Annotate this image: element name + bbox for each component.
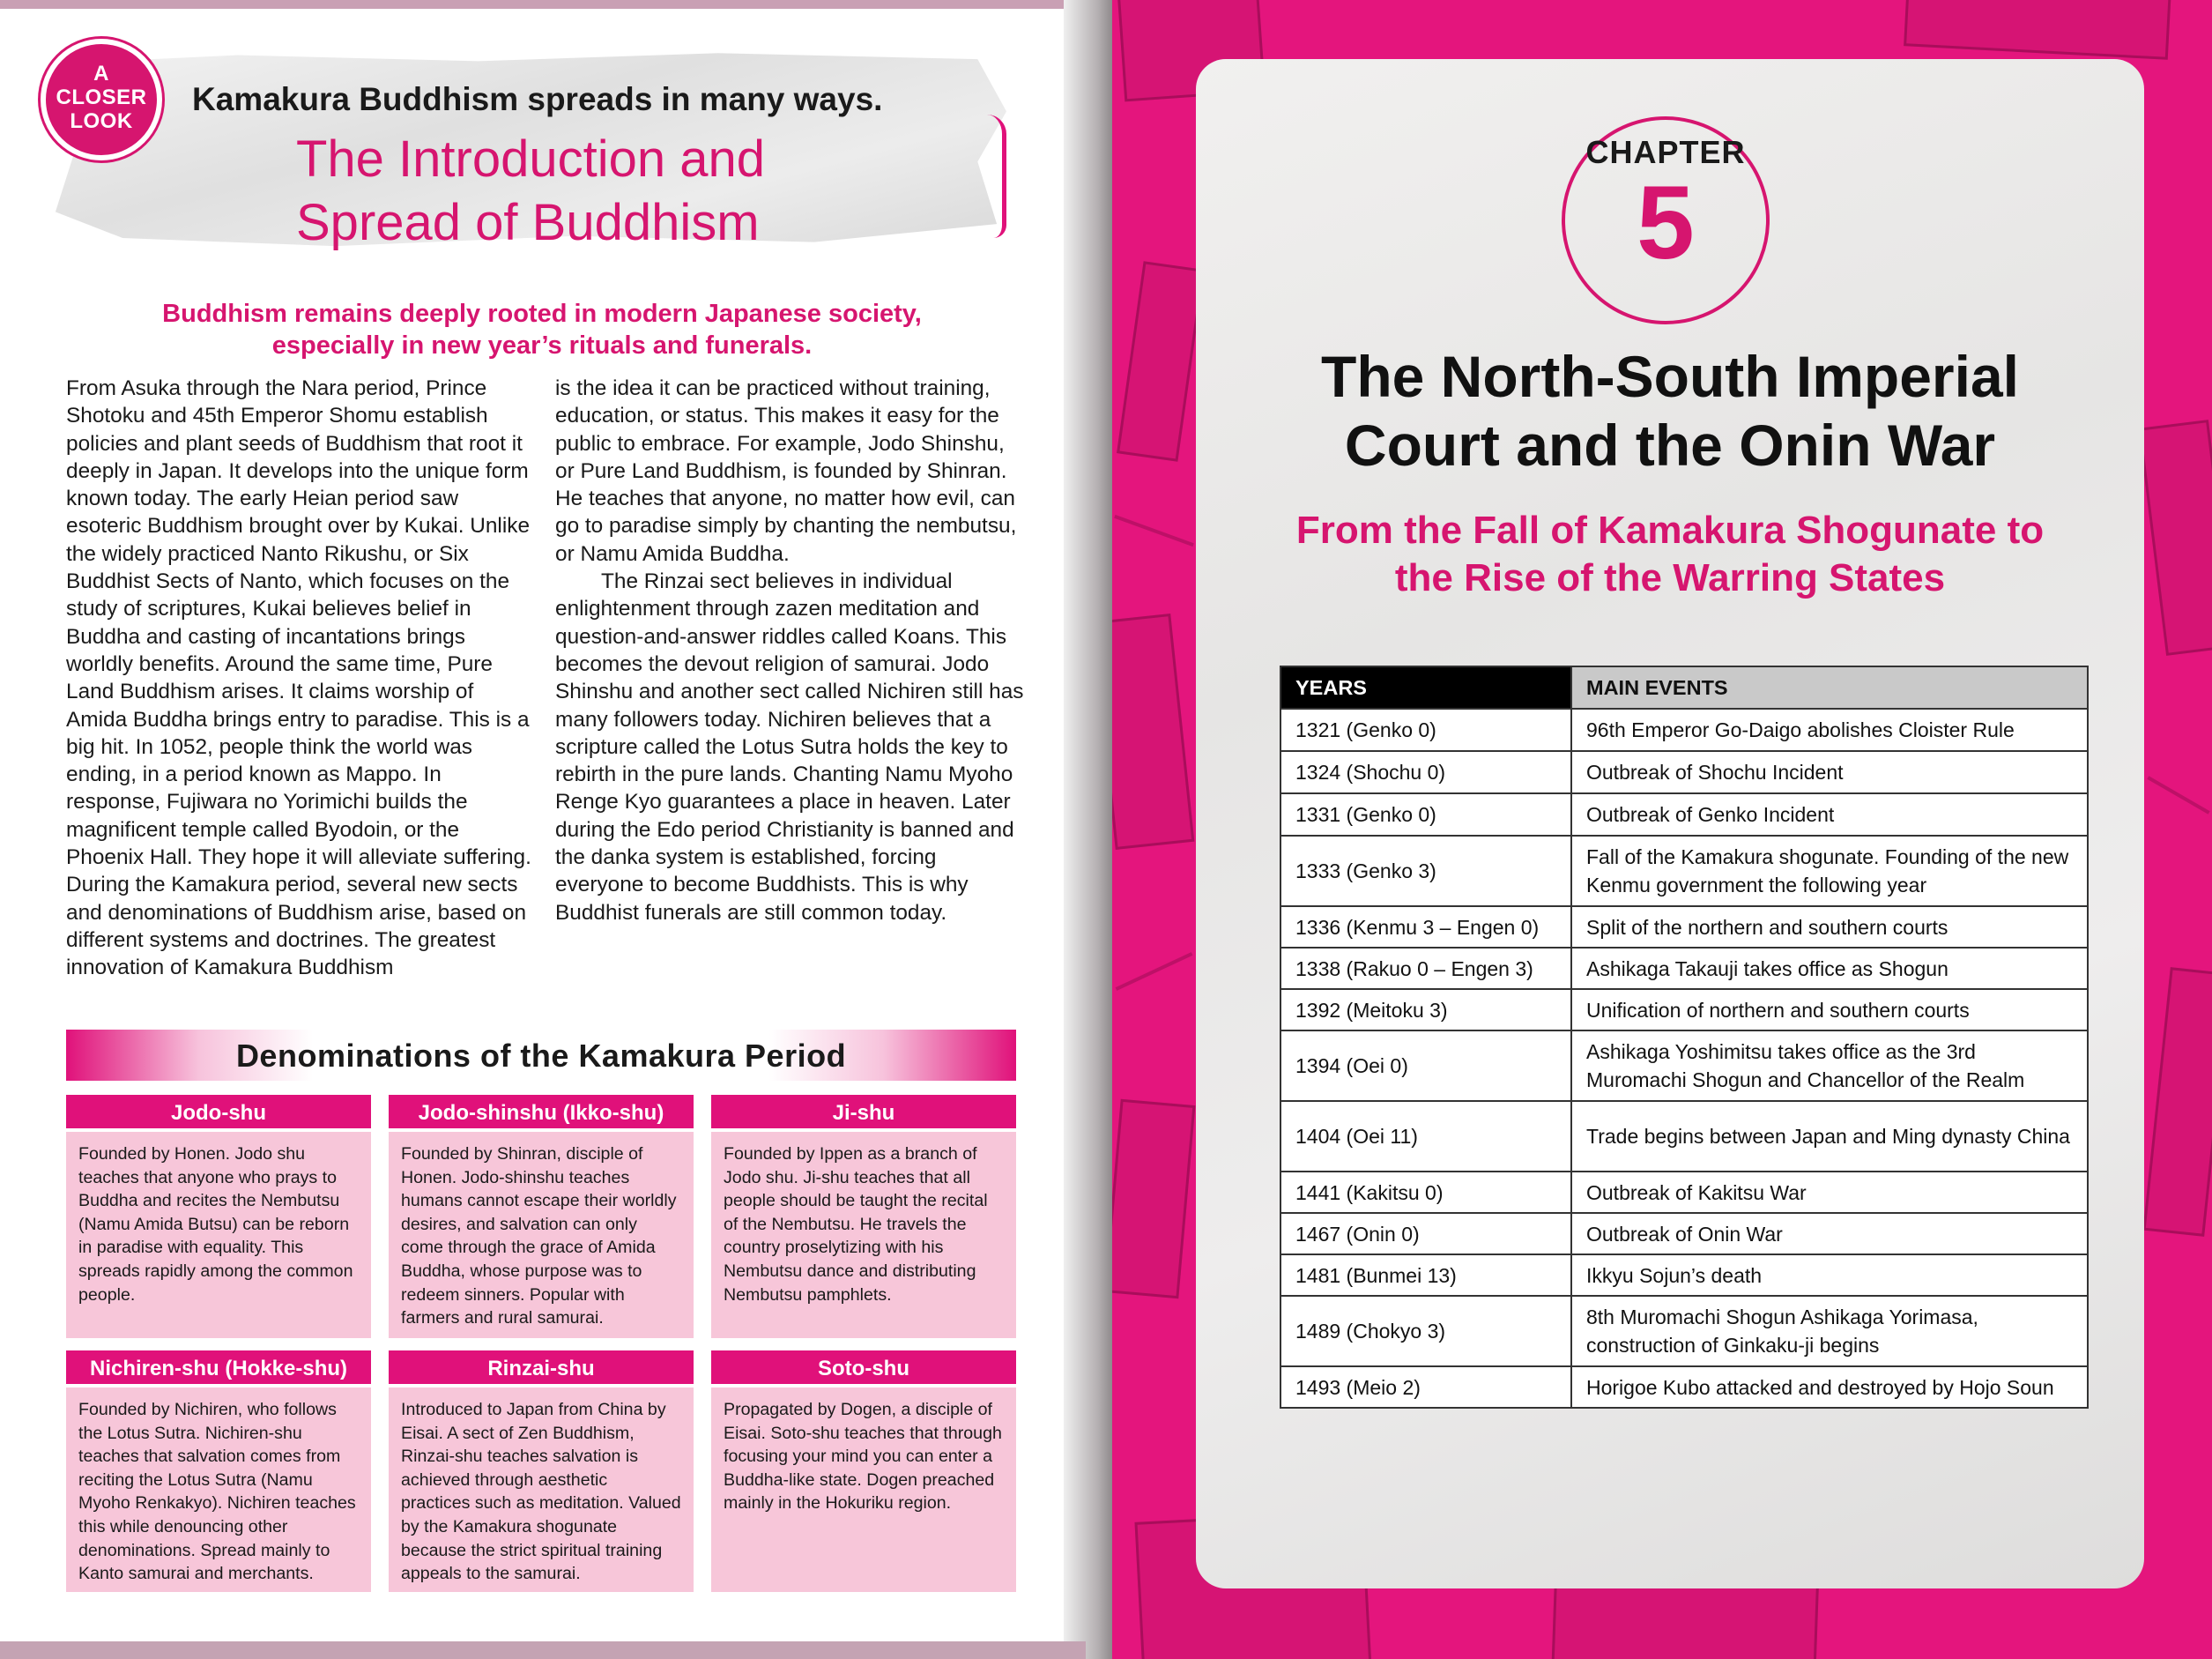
body-column-1 bbox=[66, 375, 538, 982]
manga-line-decoration bbox=[1116, 952, 1193, 991]
manga-panel-decoration bbox=[1904, 0, 2171, 60]
denomination-name: Jodo-shu bbox=[66, 1095, 371, 1132]
badge-line: CLOSER bbox=[56, 86, 147, 109]
table-cell-year: 1392 (Meitoku 3) bbox=[1280, 989, 1571, 1030]
table-cell-event: 8th Muromachi Shogun Ashikaga Yorimasa, construction of Ginkaku-ji begins bbox=[1571, 1296, 2088, 1366]
denominations-title: Denominations of the Kamakura Period bbox=[235, 1038, 847, 1074]
chapter-title-line: The North-South Imperial bbox=[1321, 344, 2019, 409]
denomination-card-nichiren-shu bbox=[66, 1350, 371, 1592]
denomination-text: Founded by Nichiren, who follows the Lotus Sutra. Nichiren-shu teaches that salvation comes from reciting the Lotus Sutra (Namu Myoho Renkakyo). Nichiren teaches this while denouncing other denominations. Spread mainly to Kanto samurai and merchants. bbox=[78, 1400, 356, 1584]
page-edge bbox=[0, 1641, 1086, 1659]
chapter-badge bbox=[1562, 116, 1770, 324]
denomination-text: Founded by Honen. Jodo shu teaches that anyone who prays to Buddha and recites the Nembutsu (Namu Amida Butsu) can be reborn in paradise with equality. This spreads rapidly among the common people. bbox=[78, 1144, 353, 1305]
table-cell-event: Fall of the Kamakura shogunate. Founding of the new Kenmu government the following year bbox=[1571, 836, 2088, 906]
denomination-card-rinzai-shu bbox=[389, 1350, 694, 1592]
denomination-name: Rinzai-shu bbox=[389, 1350, 694, 1387]
table-cell-event: Horigoe Kubo attacked and destroyed by Hojo Soun bbox=[1571, 1366, 2088, 1408]
timeline-table bbox=[1280, 666, 2089, 1409]
table-cell-event: Outbreak of Onin War bbox=[1571, 1213, 2088, 1254]
table-cell-event: Ashikaga Takauji takes office as Shogun bbox=[1571, 948, 2088, 989]
table-row bbox=[1280, 948, 2088, 989]
lead-line: Buddhism remains deeply rooted in modern Japanese society, bbox=[162, 300, 922, 328]
column-header-years: YEARS bbox=[1280, 666, 1571, 709]
table-cell-year: 1336 (Kenmu 3 – Engen 0) bbox=[1280, 906, 1571, 948]
table-cell-event: 96th Emperor Go-Daigo abolishes Cloister Rule bbox=[1571, 709, 2088, 751]
denomination-name: Nichiren-shu (Hokke-shu) bbox=[66, 1350, 371, 1387]
body-paragraph: From Asuka through the Nara period, Prince Shotoku and 45th Emperor Shomu establish policies and plant seeds of Buddhism that root it deeply in Japan. It develops into the unique form known today. The early Heian period saw esoteric Buddhism brought over by Kukai. Unlike the widely practiced Nanto Rikushu, or Six Buddhist Sects of Nanto, which focuses on the study of scriptures, Kukai believes belief in Buddha and casting of incantations brings worldly benefits. Around the same time, Pure Land Buddhism arises. It claims worship of Amida Buddha brings entry to paradise. This is a big hit. In 1052, people think the world was ending, in a period known as Mappo. In response, Fujiwara no Yorimichi builds the magnificent temple called Byodoin, or the Phoenix Hall. They hope it will alleviate suffering. During the Kamakura period, several new sects and denominations of Buddhism arise, based on different systems and doctrines. The greatest innovation of Kamakura Buddhism bbox=[66, 376, 531, 980]
table-row bbox=[1280, 1366, 2088, 1408]
lead-text bbox=[79, 298, 1005, 361]
section-kicker: Kamakura Buddhism spreads in many ways. bbox=[192, 81, 883, 117]
table-cell-event: Outbreak of Shochu Incident bbox=[1571, 751, 2088, 793]
table-cell-event: Ikkyu Sojun’s death bbox=[1571, 1254, 2088, 1296]
chapter-subtitle bbox=[1234, 507, 2106, 602]
column-header-events: MAIN EVENTS bbox=[1571, 666, 2088, 709]
chapter-subtitle-line: the Rise of the Warring States bbox=[1394, 556, 1946, 599]
table-row bbox=[1280, 1101, 2088, 1172]
table-cell-year: 1493 (Meio 2) bbox=[1280, 1366, 1571, 1408]
manga-panel-decoration bbox=[2143, 967, 2212, 1237]
manga-panel-decoration bbox=[1112, 614, 1194, 850]
section-title-line: The Introduction and bbox=[296, 130, 766, 188]
table-cell-year: 1333 (Genko 3) bbox=[1280, 836, 1571, 906]
table-cell-event: Unification of northern and southern courts bbox=[1571, 989, 2088, 1030]
badge-line: LOOK bbox=[70, 109, 133, 133]
chapter-title-line: Court and the Onin War bbox=[1344, 413, 1996, 478]
table-cell-year: 1481 (Bunmei 13) bbox=[1280, 1254, 1571, 1296]
denomination-name: Jodo-shinshu (Ikko-shu) bbox=[389, 1095, 694, 1132]
table-header-row bbox=[1280, 666, 2088, 709]
banner-torn-edge bbox=[987, 115, 1006, 238]
manga-panel-decoration bbox=[2138, 420, 2212, 656]
table-row bbox=[1280, 1030, 2088, 1101]
table-row bbox=[1280, 1296, 2088, 1366]
table-cell-event: Outbreak of Genko Incident bbox=[1571, 793, 2088, 836]
manga-panel-decoration bbox=[1112, 1099, 1195, 1299]
page-gutter bbox=[1064, 0, 1112, 1659]
denomination-text: Introduced to Japan from China by Eisai. A sect of Zen Buddhism, Rinzai-shu teaches salvation is achieved through aesthetic practices such as meditation. Valued by the Kamakura shogunate because the strict spiritual training appeals to the samurai. bbox=[401, 1400, 681, 1584]
table-cell-year: 1394 (Oei 0) bbox=[1280, 1030, 1571, 1101]
denomination-card-soto-shu bbox=[711, 1350, 1016, 1592]
denomination-card-jodo-shinshu bbox=[389, 1095, 694, 1338]
table-row bbox=[1280, 1213, 2088, 1254]
table-cell-event: Split of the northern and southern courts bbox=[1571, 906, 2088, 948]
table-cell-year: 1467 (Onin 0) bbox=[1280, 1213, 1571, 1254]
denomination-text: Founded by Shinran, disciple of Honen. Jodo-shinshu teaches humans cannot escape their worldly desires, and salvation can only come through the grace of Amida Buddha, whose purpose was to redeem sinners. Popular with farmers and rural samurai. bbox=[401, 1144, 677, 1328]
table-cell-event: Outbreak of Kakitsu War bbox=[1571, 1172, 2088, 1213]
denomination-card-jodo-shu bbox=[66, 1095, 371, 1338]
table-row bbox=[1280, 709, 2088, 751]
table-row bbox=[1280, 989, 2088, 1030]
closer-look-badge bbox=[41, 39, 162, 160]
body-paragraph: is the idea it can be practiced without training, education, or status. This makes it easy for the public to embrace. For example, Jodo Shinshu, or Pure Land Buddhism, is founded by Shinran. He teaches that anyone, no matter how evil, can go to paradise simply by chanting the nembutsu, or Namu Amida Buddha. bbox=[555, 376, 1017, 566]
table-row bbox=[1280, 1172, 2088, 1213]
manga-line-decoration bbox=[1114, 515, 1194, 547]
manga-line-decoration bbox=[2147, 776, 2209, 814]
table-cell-year: 1324 (Shochu 0) bbox=[1280, 751, 1571, 793]
table-row bbox=[1280, 906, 2088, 948]
chapter-label: CHAPTER bbox=[1585, 134, 1746, 170]
lead-line: especially in new year’s rituals and funerals. bbox=[271, 331, 813, 360]
denomination-card-ji-shu bbox=[711, 1095, 1016, 1338]
table-cell-year: 1331 (Genko 0) bbox=[1280, 793, 1571, 836]
chapter-title bbox=[1234, 342, 2106, 480]
table-cell-event: Trade begins between Japan and Ming dynasty China bbox=[1571, 1101, 2088, 1172]
table-cell-year: 1404 (Oei 11) bbox=[1280, 1101, 1571, 1172]
denomination-text: Founded by Ippen as a branch of Jodo shu. Ji-shu teaches that all people should be taught the recital of the Nembutsu. He travels the country proselytizing with his Nembutsu dance and distributing Nembutsu pamphlets. bbox=[724, 1144, 988, 1305]
manga-panel-decoration bbox=[1117, 261, 1205, 462]
table-cell-event: Ashikaga Yoshimitsu takes office as the 3rd Muromachi Shogun and Chancellor of the Realm bbox=[1571, 1030, 2088, 1101]
body-paragraph: The Rinzai sect believes in individual enlightenment through zazen meditation and question-and-answer riddles called Koans. This becomes the devout religion of samurai. Jodo Shinshu and another sect called Nichiren still has many followers today. Nichiren believes that a scripture called the Lotus Sutra holds the key to rebirth in the pure lands. Chanting Namu Myoho Renge Kyo guarantees a place in heaven. Later during the Edo period Christianity is banned and the danka system is established, forcing everyone to become Buddhists. This is why Buddhist funerals are still common today. bbox=[555, 569, 1024, 925]
section-title-line: Spread of Buddhism bbox=[296, 194, 760, 251]
denomination-name: Ji-shu bbox=[711, 1095, 1016, 1132]
table-cell-year: 1321 (Genko 0) bbox=[1280, 709, 1571, 751]
chapter-subtitle-line: From the Fall of Kamakura Shogunate to bbox=[1295, 509, 2045, 552]
body-column-2 bbox=[555, 375, 1027, 926]
table-cell-year: 1441 (Kakitsu 0) bbox=[1280, 1172, 1571, 1213]
denominations-header bbox=[66, 1030, 1016, 1081]
table-cell-year: 1489 (Chokyo 3) bbox=[1280, 1296, 1571, 1366]
table-row bbox=[1280, 1254, 2088, 1296]
badge-line: A bbox=[93, 62, 109, 86]
denomination-text: Propagated by Dogen, a disciple of Eisai. Soto-shu teaches that through focusing your mind you can enter a Buddha-like state. Dogen preached mainly in the Hokuriku region. bbox=[724, 1400, 1002, 1514]
section-title bbox=[296, 128, 765, 255]
chapter-number: 5 bbox=[1637, 165, 1695, 281]
table-row bbox=[1280, 793, 2088, 836]
denomination-name: Soto-shu bbox=[711, 1350, 1016, 1387]
table-row bbox=[1280, 751, 2088, 793]
table-cell-year: 1338 (Rakuo 0 – Engen 3) bbox=[1280, 948, 1571, 989]
table-row bbox=[1280, 836, 2088, 906]
